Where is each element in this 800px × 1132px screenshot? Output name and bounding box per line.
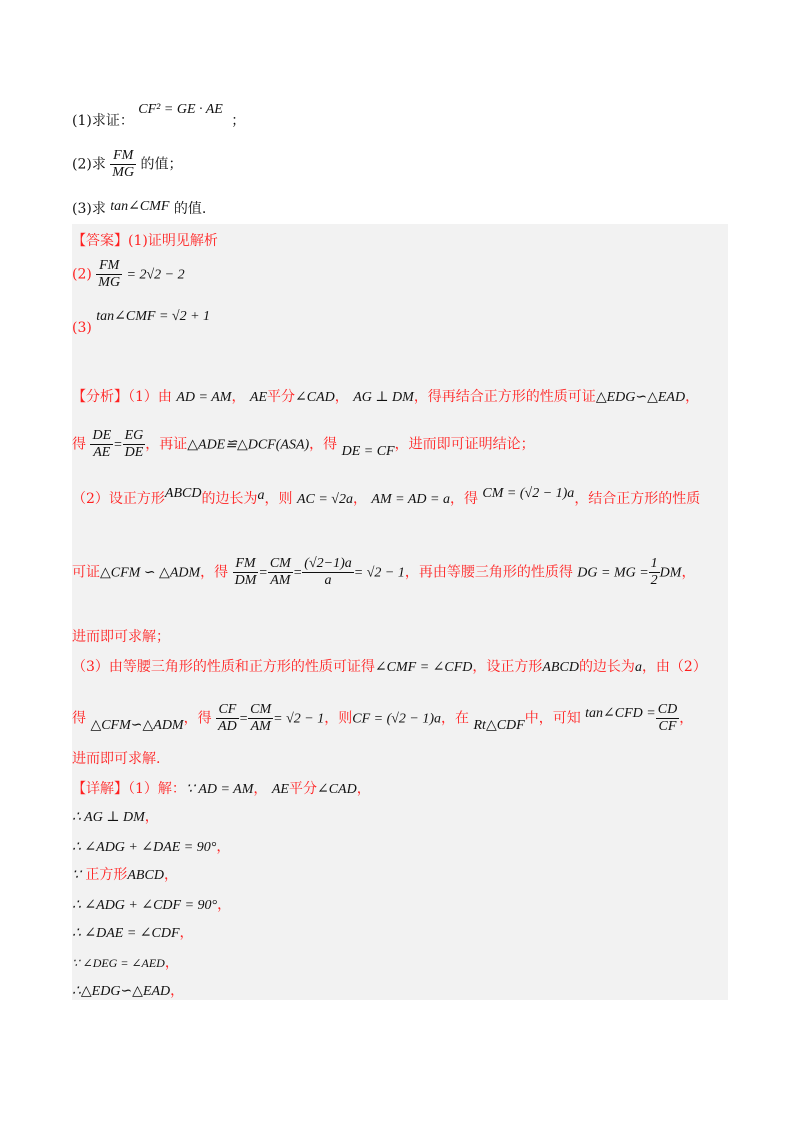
analysis-text: ，在: [441, 710, 470, 727]
math-angle-cad: ∠CAD: [316, 782, 357, 797]
math-step: ∴△EDG∽△EAD: [72, 984, 171, 999]
analysis-text: ，再证: [145, 436, 188, 453]
denominator: 2: [650, 573, 658, 588]
fraction-de-ae: [90, 428, 113, 461]
separator: ，: [681, 564, 696, 581]
math-step: ∵ ∠DEG = ∠AED: [72, 956, 165, 970]
analysis-line-3: [72, 488, 700, 508]
analysis-text: ，进而即可证明结论；: [394, 436, 535, 453]
math-step: ∴ ∠ADG + ∠CDF = 90°: [72, 898, 218, 913]
separator: ，: [253, 781, 268, 797]
math-ac: AC = √2a: [296, 492, 353, 507]
math-congruent: △ADE≌△DCF(ASA): [187, 437, 310, 453]
detail-text: 平分: [288, 781, 317, 797]
analysis-text: 的边长为: [201, 491, 258, 507]
separator: ，: [163, 867, 178, 883]
denominator: AM: [270, 573, 291, 588]
math-ae: AE: [271, 782, 289, 797]
analysis-text: ，再由等腰三角形的性质得: [404, 564, 573, 581]
math-because-ad-am: ∵ AD = AM: [185, 782, 254, 797]
numerator: (√2−1)a: [304, 556, 352, 571]
analysis-text: 中，可知: [524, 710, 581, 727]
analysis-line-2: [72, 428, 535, 461]
analysis-line-4: [72, 556, 695, 589]
question-2: [72, 148, 183, 181]
analysis-line-6: [72, 656, 707, 676]
fraction-sqrt-a: [302, 556, 353, 589]
math-step: ∴ ∠ADG + ∠DAE = 90°: [72, 840, 217, 855]
math-sqrt2-minus-1: = √2 − 1: [353, 565, 405, 581]
analysis-text: ，得: [183, 710, 212, 727]
detail-text: （1）解：: [128, 781, 186, 797]
analysis-text: （2）设正方形: [72, 491, 165, 507]
fraction-fm-dm: [233, 556, 259, 589]
analysis-text: 的边长为: [578, 659, 635, 675]
denominator: DM: [234, 573, 257, 588]
detail-line-7: [72, 952, 179, 972]
denominator: CF: [658, 719, 677, 734]
analysis-text: ，得: [449, 491, 478, 507]
answer-2-denominator: MG: [98, 275, 121, 290]
detail-line-5: [72, 894, 231, 914]
math-abcd: ABCD: [542, 660, 579, 675]
fraction-eg-de: [123, 428, 146, 461]
q3-prefix: (3)求: [72, 201, 106, 217]
equals: =: [292, 565, 303, 581]
answer-3-formula: tan∠CMF = √2 + 1: [96, 309, 211, 324]
analysis-text: 得: [72, 436, 86, 453]
math-cm: CM = (√2 − 1)a: [482, 486, 575, 501]
q1-end: ；: [231, 113, 246, 129]
math-cf: CF = (√2 − 1)a: [352, 711, 442, 727]
math-tan-cfd: tan∠CFD =: [585, 705, 656, 721]
separator: ，: [679, 710, 694, 727]
math-abcd: ABCD: [164, 486, 202, 501]
denominator: AM: [250, 719, 271, 734]
math-am-ad: AM = AD = a: [371, 492, 450, 507]
analysis-text: ，则: [324, 710, 353, 727]
analysis-text: ，得: [200, 564, 229, 581]
analysis-text: ，则: [264, 491, 293, 507]
analysis-text: 平分: [267, 389, 296, 405]
denominator: a: [324, 573, 332, 588]
separator: ，: [144, 809, 159, 825]
math-step: ∴ ∠DAE = ∠CDF: [72, 926, 180, 941]
analysis-text: （1）由: [128, 389, 172, 405]
fraction-cm-am: [248, 702, 273, 735]
q2-numerator: FM: [110, 148, 136, 165]
answer-2-rhs: = 2√2 − 2: [126, 267, 185, 283]
math-de-cf: DE = CF: [341, 443, 395, 459]
math-sqrt2-minus-1: = √2 − 1: [273, 711, 325, 727]
separator: ，: [217, 897, 232, 913]
fraction-cf-ad: [216, 702, 239, 735]
equals: =: [258, 565, 268, 581]
fraction-half: [649, 556, 660, 589]
analysis-text: （3）由等腰三角形的性质和正方形的性质可证得: [72, 659, 375, 675]
math-step: ∴ AG ⊥ DM: [72, 810, 145, 825]
math-because: ∵: [72, 868, 81, 883]
separator: ，: [334, 389, 349, 405]
math-abcd: ABCD: [127, 868, 164, 883]
answer-line-3: [72, 309, 211, 336]
math-similar-triangles: △EDG∽△EAD: [595, 390, 686, 405]
math-a: a: [634, 660, 642, 675]
separator: ，: [179, 925, 194, 941]
analysis-text: ，得: [309, 436, 338, 453]
analysis-line-7: [72, 702, 693, 735]
denominator: DE: [124, 445, 144, 460]
analysis-line-8: 进而即可求解.: [72, 751, 161, 767]
q2-prefix: (2)求: [72, 156, 106, 173]
numerator: CF: [216, 702, 239, 719]
analysis-text: 可证: [72, 564, 100, 581]
analysis-text: 得: [72, 710, 86, 727]
denominator: AD: [218, 719, 237, 734]
equals: =: [113, 437, 123, 453]
analysis-text: ，由（2）: [641, 659, 707, 675]
q1-prefix: (1)求证：: [72, 113, 134, 129]
analysis-text: ，得再结合正方形的性质可证: [413, 389, 596, 405]
denominator: AE: [93, 445, 111, 460]
separator: ，: [685, 389, 700, 405]
numerator: 1: [650, 556, 658, 571]
fraction-cm-am: [268, 556, 293, 589]
separator: ，: [356, 781, 371, 797]
fraction-cd-cf: [656, 702, 679, 735]
answer-2-fraction: [96, 258, 122, 291]
math-ag-perp-dm: AG ⊥ DM: [353, 390, 414, 405]
math-similar-cfm-adm: △CFM ∽ △ADM: [100, 565, 201, 581]
numerator: CM: [269, 556, 291, 571]
detail-line-2: [72, 806, 159, 826]
question-1: [72, 100, 246, 129]
detail-line-3: [72, 836, 230, 856]
q3-end: 的值.: [173, 201, 207, 217]
detail-line-8: [72, 980, 184, 1000]
math-a: a: [257, 488, 265, 503]
separator: ，: [231, 389, 246, 405]
answer-1: (1)证明见解析: [128, 233, 218, 249]
math-dg-mg: DG = MG =: [577, 565, 649, 581]
math-angle-cad: ∠CAD: [295, 390, 335, 405]
q1-formula: CF² = GE · AE: [138, 102, 223, 117]
separator: ，: [164, 955, 179, 971]
separator: ，: [216, 839, 231, 855]
detail-text: 正方形: [80, 867, 128, 883]
answer-2-prefix: (2): [72, 266, 92, 283]
separator: ，: [170, 983, 185, 999]
detail-tag: 【详解】: [72, 781, 128, 797]
q2-end: 的值；: [140, 156, 183, 173]
math-similar-cfm-adm: △CFM∽△ADM: [90, 717, 184, 733]
detail-line-4: [72, 864, 178, 884]
math-angle-eq: ∠CMF = ∠CFD: [374, 660, 473, 675]
numerator: FM: [233, 556, 259, 573]
answer-line-1: [72, 230, 218, 250]
analysis-text: ，设正方形: [472, 659, 543, 675]
numerator: DE: [92, 428, 112, 443]
answer-line-2: [72, 258, 185, 291]
detail-line-6: [72, 922, 194, 942]
analysis-text: ，结合正方形的性质: [574, 491, 701, 507]
q2-denominator: MG: [112, 165, 135, 180]
q3-formula: tan∠CMF: [110, 199, 170, 214]
answer-3-prefix: (3): [72, 320, 92, 336]
question-3: [72, 198, 206, 218]
math-rt-cdf: Rt△CDF: [473, 717, 525, 733]
analysis-line-1: [72, 386, 699, 406]
analysis-line-5: 进而即可求解；: [72, 629, 170, 645]
analysis-tag: 【分析】: [72, 389, 128, 405]
answer-tag: 【答案】: [72, 233, 128, 249]
numerator: CM: [250, 702, 272, 717]
q2-fraction: [110, 148, 136, 181]
numerator: CD: [657, 702, 678, 717]
detail-line-1: [72, 778, 371, 798]
answer-2-numerator: FM: [96, 258, 122, 275]
math-dm: DM: [659, 565, 682, 581]
math-ae: AE: [249, 390, 268, 405]
equals: =: [238, 711, 249, 727]
math-ad-am: AD = AM: [176, 390, 232, 405]
numerator: EG: [124, 428, 144, 443]
separator: ，: [352, 491, 367, 507]
